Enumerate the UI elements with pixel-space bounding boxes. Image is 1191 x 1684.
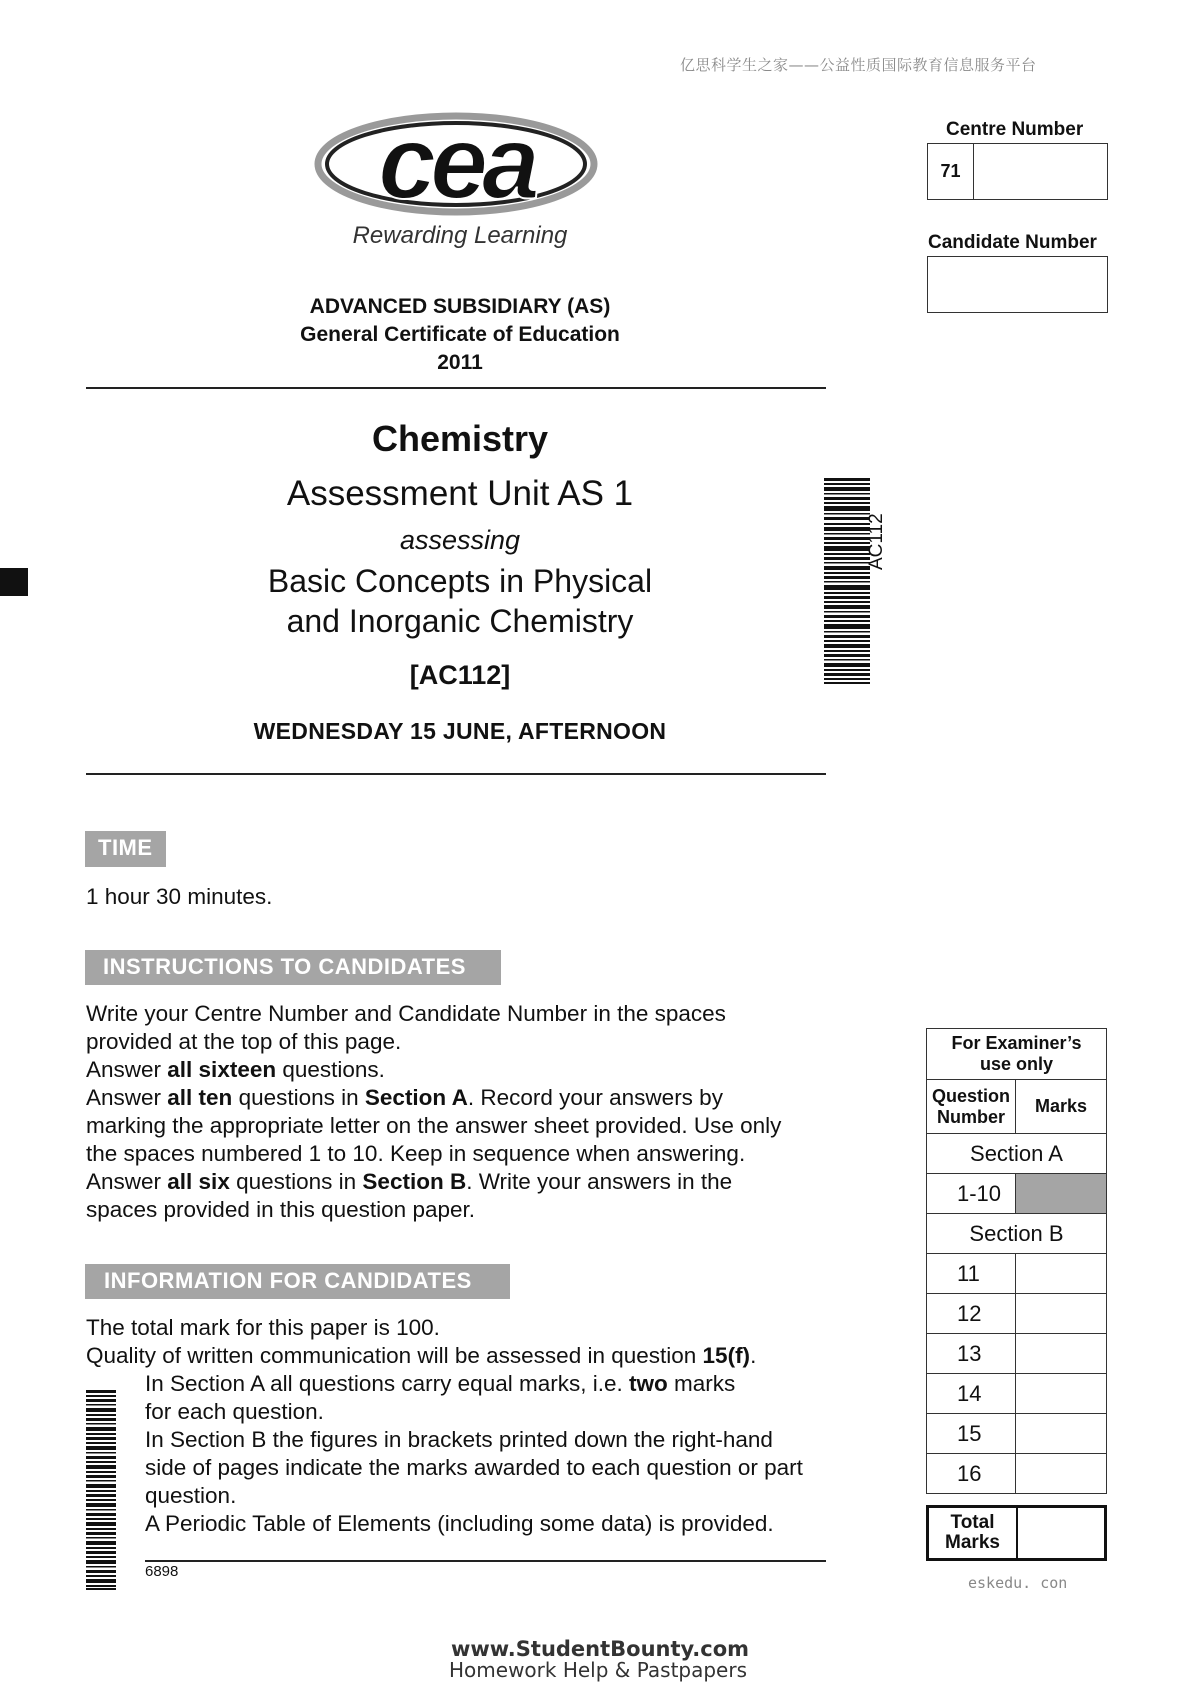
info-line: for each question. xyxy=(145,1399,324,1424)
section-a-range: 1-10 xyxy=(927,1174,1016,1214)
marks-cell[interactable] xyxy=(1016,1334,1107,1374)
barcode-label: AC112 xyxy=(866,513,887,570)
question-number-cell: 11 xyxy=(927,1254,1016,1294)
examiner-table xyxy=(926,1028,1107,1494)
marks-cell[interactable] xyxy=(1016,1254,1107,1294)
info-line: A Periodic Table of Elements (including some data) is provided. xyxy=(145,1511,774,1536)
question-number-cell: 12 xyxy=(927,1294,1016,1334)
marks-cell[interactable] xyxy=(1016,1454,1107,1494)
footer-divider xyxy=(145,1560,826,1562)
section-a-marks-cell xyxy=(1016,1174,1107,1214)
marks-header: Marks xyxy=(1016,1080,1107,1134)
cea-logo xyxy=(310,112,605,220)
centre-number-prefix: 71 xyxy=(928,144,974,199)
question-number-cell: 16 xyxy=(927,1454,1016,1494)
footer-url[interactable]: www.StudentBounty.com xyxy=(450,1637,750,1661)
total-marks-label: Total Marks xyxy=(929,1508,1018,1558)
assessing-label: assessing xyxy=(399,525,521,555)
exam-date: WEDNESDAY 15 JUNE, AFTERNOON xyxy=(253,718,667,744)
instruction-line: Answer all sixteen questions. xyxy=(86,1057,385,1082)
info-line: In Section A all questions carry equal marks, i.e. two marks xyxy=(145,1371,736,1396)
footer-subtitle: Homework Help & Pastpapers xyxy=(449,1658,747,1682)
centre-number-field[interactable] xyxy=(927,143,1108,200)
top-watermark-text: 亿思科学生之家——公益性质国际教育信息服务平台 xyxy=(680,56,1037,74)
question-number-cell: 13 xyxy=(927,1334,1016,1374)
qualification-level: ADVANCED SUBSIDIARY (AS) xyxy=(309,295,611,318)
instruction-line: provided at the top of this page. xyxy=(86,1029,402,1054)
question-number-cell: 14 xyxy=(927,1374,1016,1414)
information-heading: INFORMATION FOR CANDIDATES xyxy=(85,1264,510,1299)
unit-title: Assessment Unit AS 1 xyxy=(286,474,634,513)
divider-bottom xyxy=(86,773,826,775)
bottom-watermark-text: eskedu. con xyxy=(968,1574,1068,1592)
question-number-header: Question Number xyxy=(927,1080,1016,1134)
side-barcode-icon xyxy=(86,1390,116,1590)
centre-number-label: Centre Number xyxy=(946,119,1084,140)
instruction-line: Answer all six questions in Section B. Write your answers in the xyxy=(86,1169,733,1194)
subject-title: Chemistry xyxy=(371,418,549,459)
topic-line-1: Basic Concepts in Physical xyxy=(267,563,653,599)
question-number-cell: 15 xyxy=(927,1414,1016,1454)
candidate-number-label: Candidate Number xyxy=(928,232,1097,253)
instruction-line: spaces provided in this question paper. xyxy=(86,1197,476,1222)
info-line: The total mark for this paper is 100. xyxy=(86,1315,440,1340)
instructions-heading: INSTRUCTIONS TO CANDIDATES xyxy=(85,950,501,985)
marks-cell[interactable] xyxy=(1016,1414,1107,1454)
marks-cell[interactable] xyxy=(1016,1294,1107,1334)
info-line: Quality of written communication will be assessed in question 15(f). xyxy=(86,1343,757,1368)
instructions-block xyxy=(86,1000,866,1224)
section-b-row: Section B xyxy=(927,1214,1107,1254)
paper-id: 6898 xyxy=(145,1563,179,1580)
time-text: 1 hour 30 minutes. xyxy=(86,884,273,909)
divider-top xyxy=(86,387,826,389)
examiner-heading: For Examiner’s use only xyxy=(927,1029,1107,1080)
total-marks-field[interactable] xyxy=(1018,1508,1104,1558)
barcode-icon xyxy=(824,478,870,684)
instruction-line: the spaces numbered 1 to 10. Keep in sequence when answering. xyxy=(86,1141,746,1166)
marks-cell[interactable] xyxy=(1016,1374,1107,1414)
time-heading: TIME xyxy=(85,831,166,867)
topic-line-2: and Inorganic Chemistry xyxy=(286,603,634,639)
registration-mark xyxy=(0,568,28,596)
exam-year: 2011 xyxy=(437,351,483,374)
info-line: In Section B the figures in brackets printed down the right-hand xyxy=(145,1427,773,1452)
information-block xyxy=(86,1314,866,1538)
total-marks-box xyxy=(926,1505,1107,1561)
info-line: side of pages indicate the marks awarded to each question or part xyxy=(145,1455,803,1480)
qualification-name: General Certificate of Education xyxy=(300,323,620,346)
logo-wordmark: cea xyxy=(378,112,534,220)
instruction-line: marking the appropriate letter on the answer sheet provided. Use only xyxy=(86,1113,782,1138)
paper-code: [AC112] xyxy=(409,660,511,690)
instruction-line: Answer all ten questions in Section A. Record your answers by xyxy=(86,1085,723,1110)
logo-tagline: Rewarding Learning xyxy=(352,222,568,249)
instruction-line: Write your Centre Number and Candidate Number in the spaces xyxy=(86,1001,726,1026)
candidate-number-field[interactable] xyxy=(927,256,1108,313)
info-line: question. xyxy=(145,1483,237,1508)
section-a-row: Section A xyxy=(927,1134,1107,1174)
